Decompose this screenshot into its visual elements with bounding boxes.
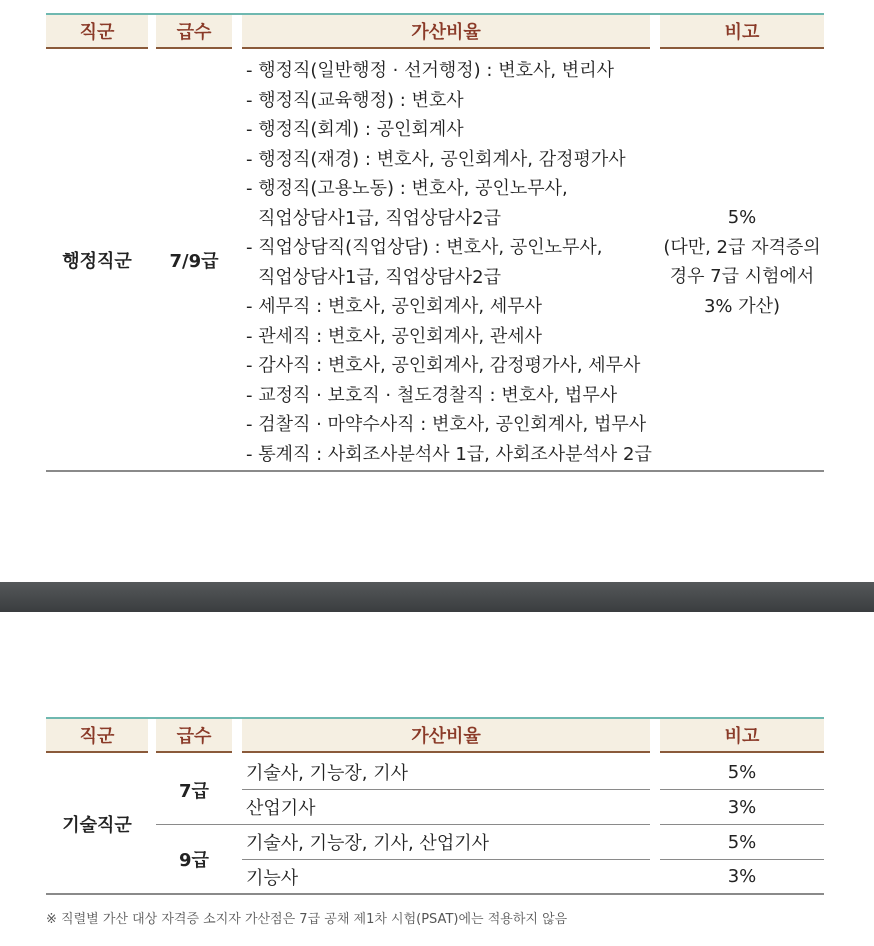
table2-note-cell: 5% (727, 761, 757, 783)
rate-item: - 행정직(일반행정 · 선거행정) : 변호사, 변리사 (246, 60, 614, 81)
table2-note-cell: 3% (727, 796, 757, 818)
table2-rate-cell: 기술사, 기능장, 기사 (246, 763, 408, 784)
table2-rate-cell: 산업기사 (246, 798, 316, 819)
rate-item: - 직업상담직(직업상담) : 변호사, 공인노무사, 직업상담사1급, 직업상담사2급 (246, 237, 603, 288)
rate-item: - 교정직 · 보호직 · 철도경찰직 : 변호사, 법무사 (246, 384, 618, 406)
rate-item: - 통계직 : 사회조사분석사 1급, 사회조사분석사 2급 (246, 443, 652, 465)
rate-item: - 행정직(재경) : 변호사, 공인회계사, 감정평가사 (246, 148, 626, 170)
rate-item: - 행정직(고용노동) : 변호사, 공인노무사, 직업상담사1급, 직업상담사2급 (246, 178, 568, 229)
table2-note-cell: 3% (727, 866, 757, 887)
row-divider (242, 859, 650, 860)
table2-header-grade: 급수 (156, 719, 232, 753)
table1-header-grade: 급수 (156, 15, 232, 49)
table1-job-group: 행정직군 (62, 251, 132, 272)
note-line: 경우 7급 시험에서 (669, 266, 815, 287)
table2-header-note: 비고 (660, 719, 824, 753)
table1-rate-list (246, 56, 656, 469)
rate-item: - 행정직(교육행정) : 변호사 (246, 89, 464, 111)
note-line: 5% (727, 207, 757, 228)
rate-item: - 관세직 : 변호사, 공인회계사, 관세사 (246, 325, 543, 347)
rate-item: - 세무직 : 변호사, 공인회계사, 세무사 (246, 296, 543, 317)
rate-item: - 행정직(회계) : 공인회계사 (246, 119, 464, 140)
note-line: (다만, 2급 자격증의 (663, 236, 821, 258)
section-divider (0, 582, 874, 612)
table1-header-job-group: 직군 (46, 15, 148, 49)
table2-header-job-group: 직군 (46, 719, 148, 753)
table2-rate-cell: 기능사 (246, 867, 299, 889)
table2-note-cell: 5% (727, 831, 757, 853)
table1-header-note: 비고 (660, 15, 824, 49)
table1-note (660, 203, 824, 321)
table2-rate-cell: 기술사, 기능장, 기사, 산업기사 (246, 833, 489, 854)
table2-job-group: 기술직군 (62, 815, 132, 836)
rate-item: - 검찰직 · 마약수사직 : 변호사, 공인회계사, 법무사 (246, 414, 647, 435)
table2-grade-7: 7급 (179, 780, 209, 802)
table2-header-rate: 가산비율 (242, 719, 650, 753)
note-line: 3% 가산) (703, 295, 781, 317)
footnote: ※ 직렬별 가산 대상 자격증 소지자 가산점은 7급 공채 제1차 시험(PSAT)에는 적용하지 않음 (46, 912, 568, 927)
table2-grade-9: 9급 (179, 849, 209, 871)
table1-grade: 7/9급 (169, 251, 219, 272)
table2-bottom-rule (46, 893, 824, 895)
table1-bottom-rule (46, 470, 824, 472)
table1-header-rate: 가산비율 (242, 15, 650, 49)
rate-item: - 감사직 : 변호사, 공인회계사, 감정평가사, 세무사 (246, 355, 641, 376)
